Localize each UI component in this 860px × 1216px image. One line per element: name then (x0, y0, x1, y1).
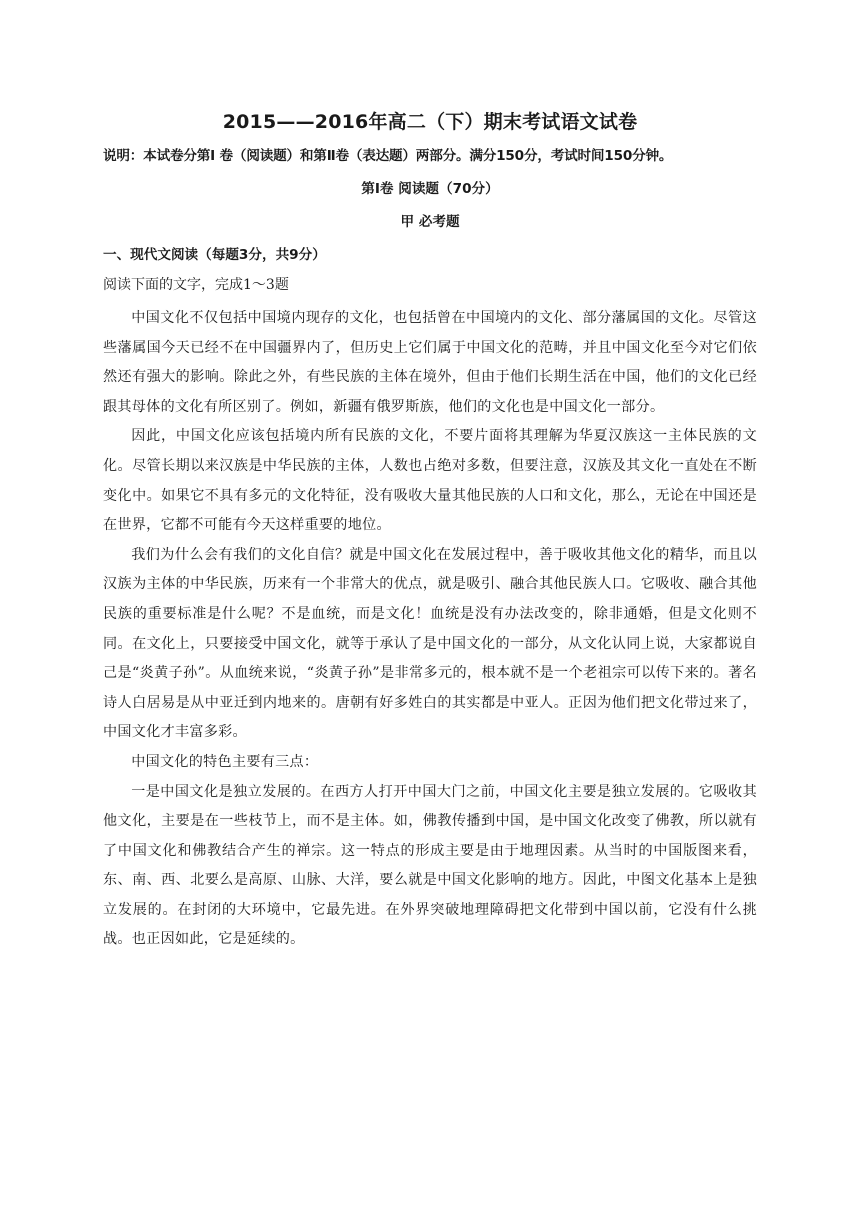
passage-paragraph: 一是中国文化是独立发展的。在西方人打开中国大门之前，中国文化主要是独立发展的。它吸收其他文化，主要是在一些枝节上，而不是主体。如，佛教传播到中国，是中国文化改变了佛教，所以就有了中国文化和佛教结合产生的禅宗。这一特点的形成主要是由于地理因素。从当时的中国版图来看，东、南、西、北要么是高原、山脉、大洋，要么就是中国文化影响的地方。因此，中图文化基本上是独立发展的。在封闭的大环境中，它最先进。在外界突破地理障碍把文化带到中国以前，它没有什么挑战。也正因如此，它是延续的。 (103, 783, 757, 948)
part-heading: 第Ⅰ卷 阅读题（70分） (361, 181, 499, 197)
sub-heading: 甲 必考题 (400, 214, 460, 230)
exam-instructions-note: 说明：本试卷分第Ⅰ 卷（阅读题）和第Ⅱ卷（表达题）两部分。满分150分，考试时间150分钟。 (103, 148, 673, 164)
exam-title: 2015——2016年高二（下）期末考试语文试卷 (222, 111, 638, 133)
passage-paragraph: 我们为什么会有我们的文化自信？就是中国文化在发展过程中，善于吸收其他文化的精华，而且以汉族为主体的中华民族，历来有一个非常大的优点，就是吸引、融合其他民族人口。它吸收、融合其他民族的重要标准是什么呢？不是血统，而是文化！血统是没有办法改变的，除非通婚，但是文化则不同。在文化上，只要接受中国文化，就等于承认了是中国文化的一部分，从文化认同上说，大家都说自己是“炎黄子孙”。从血统来说，“炎黄子孙”是非常多元的，根本就不是一个老祖宗可以传下来的。著名诗人白居易是从中亚迁到内地来的。唐朝有好多姓白的其实都是中亚人。正因为他们把文化带过来了，中国文化才丰富多彩。 (103, 546, 757, 741)
passage-paragraph: 因此，中国文化应该包括境内所有民族的文化，不要片面将其理解为华夏汉族这一主体民族的文化。尽管长期以来汉族是中华民族的主体，人数也占绝对多数，但要注意，汉族及其文化一直处在不断变化中。如果它不具有多元的文化特征，没有吸收大量其他民族的人口和文化，那么，无论在中国还是在世界，它都不可能有今天这样重要的地位。 (103, 428, 757, 534)
reading-instruction: 阅读下面的文字，完成1～3题 (103, 277, 289, 293)
passage-paragraph: 中国文化不仅包括中国境内现存的文化，也包括曾在中国境内的文化、部分藩属国的文化。尽管这些藩属国今天已经不在中国疆界内了，但历史上它们属于中国文化的范畴，并且中国文化至今对它们依然还有强大的影响。除此之外，有些民族的主体在境外，但由于他们长期生活在中国，他们的文化已经跟其母体的文化有所区别了。例如，新疆有俄罗斯族，他们的文化也是中国文化一部分。 (103, 310, 757, 415)
section-heading: 一、现代文阅读（每题3分，共9分） (103, 247, 326, 263)
passage-paragraph: 中国文化的特色主要有三点： (131, 753, 319, 770)
exam-page (103, 108, 757, 955)
